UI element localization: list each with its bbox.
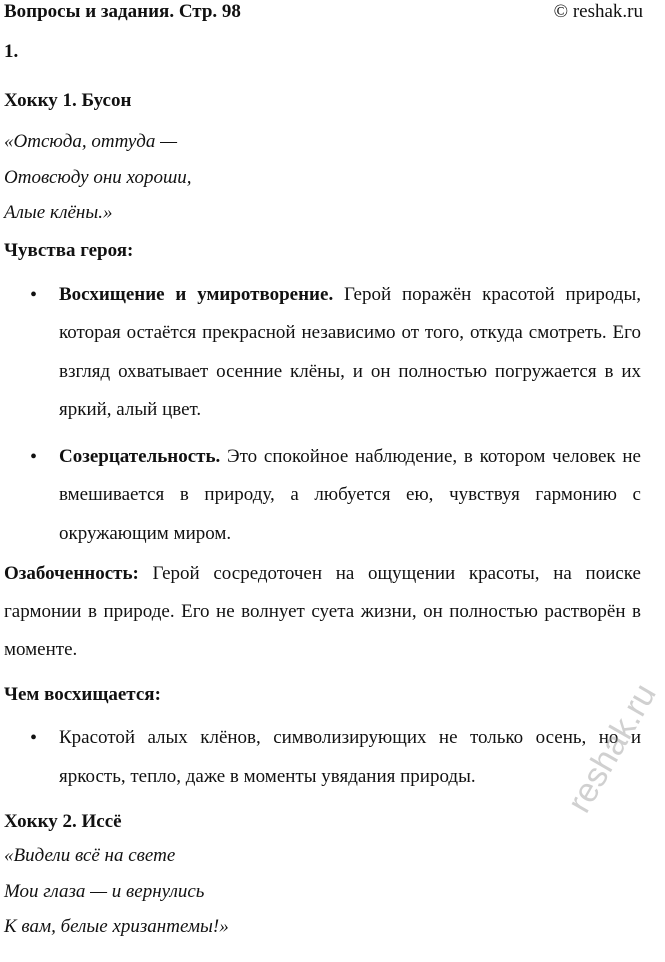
page-title: Вопросы и задания. Стр. 98 bbox=[4, 1, 241, 22]
item-label: Восхищение и умиротворение. bbox=[59, 283, 334, 305]
item-text: Это спокойное наблюдение, в котором человек не вмешивается в природу, а любуется ею, чувствуя гармонию с окружающим миром. bbox=[59, 445, 641, 544]
haiku1-line: «Отсюда, оттуда — bbox=[4, 131, 177, 152]
haiku1-poem bbox=[4, 124, 641, 231]
item-text: Герой поражён красотой природы, которая остаётся прекрасной независимо от того, откуда смотреть. Его взгляд охватывает осенние клёны, и он полностью погружается в их яркий, алый цвет. bbox=[59, 283, 641, 420]
page-header bbox=[4, 0, 643, 26]
admires-list bbox=[4, 719, 641, 796]
haiku2-line: Мои глаза — и вернулись bbox=[4, 880, 205, 902]
concern-paragraph bbox=[4, 555, 641, 669]
haiku1-line: Алые клёны.» bbox=[4, 202, 113, 223]
haiku1-title: Хокку 1. Бусон bbox=[4, 90, 132, 111]
feelings-heading: Чувства героя: bbox=[4, 239, 134, 261]
item-label: Созерцательность. bbox=[59, 445, 221, 467]
list-item: • Красотой алых клёнов, символизирующих не только осень, но и яркость, тепло, даже в моменты увядания природы. bbox=[4, 719, 641, 796]
list-item bbox=[4, 438, 641, 554]
admires-heading: Чем восхищается: bbox=[4, 684, 161, 705]
haiku2-title: Хокку 2. Иссё bbox=[4, 811, 122, 832]
feelings-list bbox=[4, 276, 641, 554]
list-item bbox=[4, 276, 641, 430]
haiku2-line: «Видели всё на свете bbox=[4, 845, 176, 866]
site-credit: © reshak.ru bbox=[553, 1, 643, 22]
watermark: reshak.ru bbox=[560, 677, 664, 819]
concern-text: Герой сосредоточен на ощущении красоты, на поиске гармонии в природе. Его не волнует суета жизни, он полностью растворён в моменте. bbox=[4, 563, 641, 660]
task-number: 1. bbox=[4, 41, 19, 62]
haiku2-line: К вам, белые хризантемы!» bbox=[4, 916, 229, 937]
main-content bbox=[4, 40, 641, 945]
concern-label: Озабоченность: bbox=[4, 563, 139, 584]
haiku1-line: Отовсюду они хороши, bbox=[4, 166, 192, 188]
haiku2-poem bbox=[4, 838, 641, 945]
